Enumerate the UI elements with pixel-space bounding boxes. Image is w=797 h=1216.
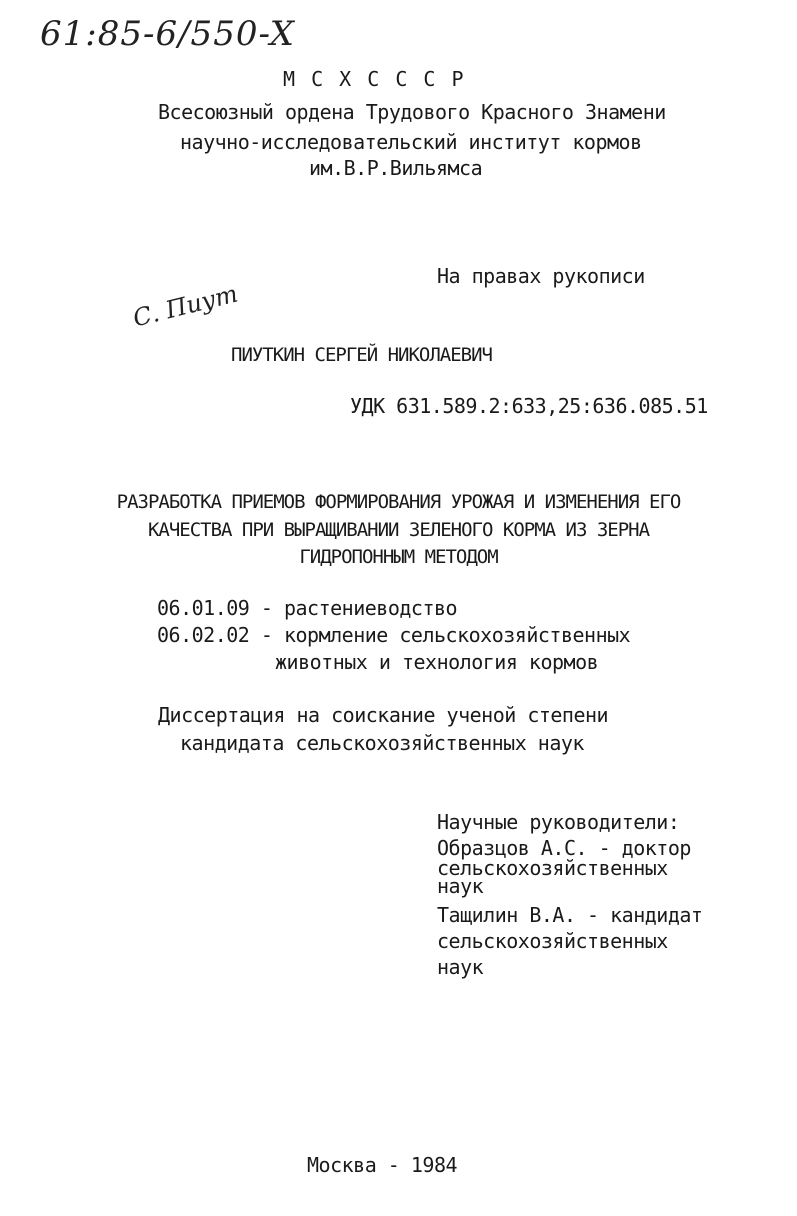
archive-code: 61:85-6/550-X (40, 14, 295, 54)
specialty-separator: - (260, 623, 273, 647)
dissertation-line-2: кандидата сельскохозяйственных наук (180, 731, 584, 755)
dissertation-line-1: Диссертация на соискание ученой степени (158, 703, 609, 727)
specialty-2-continuation: животных и технология кормов (275, 650, 599, 674)
supervisor-2-line-2: сельскохозяйственных (437, 929, 668, 953)
specialty-code: 06.02.02 (157, 623, 250, 647)
author-name: ПИУТКИН СЕРГЕЙ НИКОЛАЕВИЧ (231, 344, 492, 366)
title-line-3: ГИДРОПОННЫМ МЕТОДОМ (299, 546, 498, 568)
institute-line-3: им.В.Р.Вильямса (309, 156, 483, 180)
institute-line-1: Всесоюзный ордена Трудового Красного Знамени (158, 100, 666, 124)
specialty-1 (157, 596, 457, 620)
rights-note: На правах рукописи (437, 264, 645, 288)
specialty-separator: - (260, 596, 273, 620)
specialty-2 (157, 623, 630, 647)
signature: С. Пиут (130, 279, 241, 333)
title-line-2: КАЧЕСТВА ПРИ ВЫРАЩИВАНИИ ЗЕЛЕНОГО КОРМА ИЗ ЗЕРНА (147, 519, 650, 541)
supervisors-heading: Научные руководители: (437, 810, 680, 834)
supervisor-1-line-3: наук (437, 874, 484, 898)
institute-line-2: научно-исследовательский институт кормов (180, 130, 642, 154)
specialty-code: 06.01.09 (157, 596, 250, 620)
supervisor-2-line-1: Тащилин В.А. - кандидат (437, 903, 703, 927)
city-year: Москва - 1984 (307, 1153, 458, 1177)
supervisor-1-line-2: сельскохозяйственных (437, 856, 668, 880)
specialty-name: кормление сельскохозяйственных (283, 623, 631, 647)
supervisor-2-line-3: наук (437, 955, 484, 979)
supervisor-1-line-1: Образцов А.С. - доктор (437, 836, 691, 860)
ministry: М С Х С С С Р (283, 67, 466, 91)
specialty-name: растениеводство (283, 596, 458, 620)
udk-code: УДК 631.589.2:633,25:636.085.51 (350, 394, 708, 418)
title-line-1: РАЗРАБОТКА ПРИЕМОВ ФОРМИРОВАНИЯ УРОЖАЯ И ИЗМЕНЕНИЯ ЕГО (116, 491, 681, 513)
